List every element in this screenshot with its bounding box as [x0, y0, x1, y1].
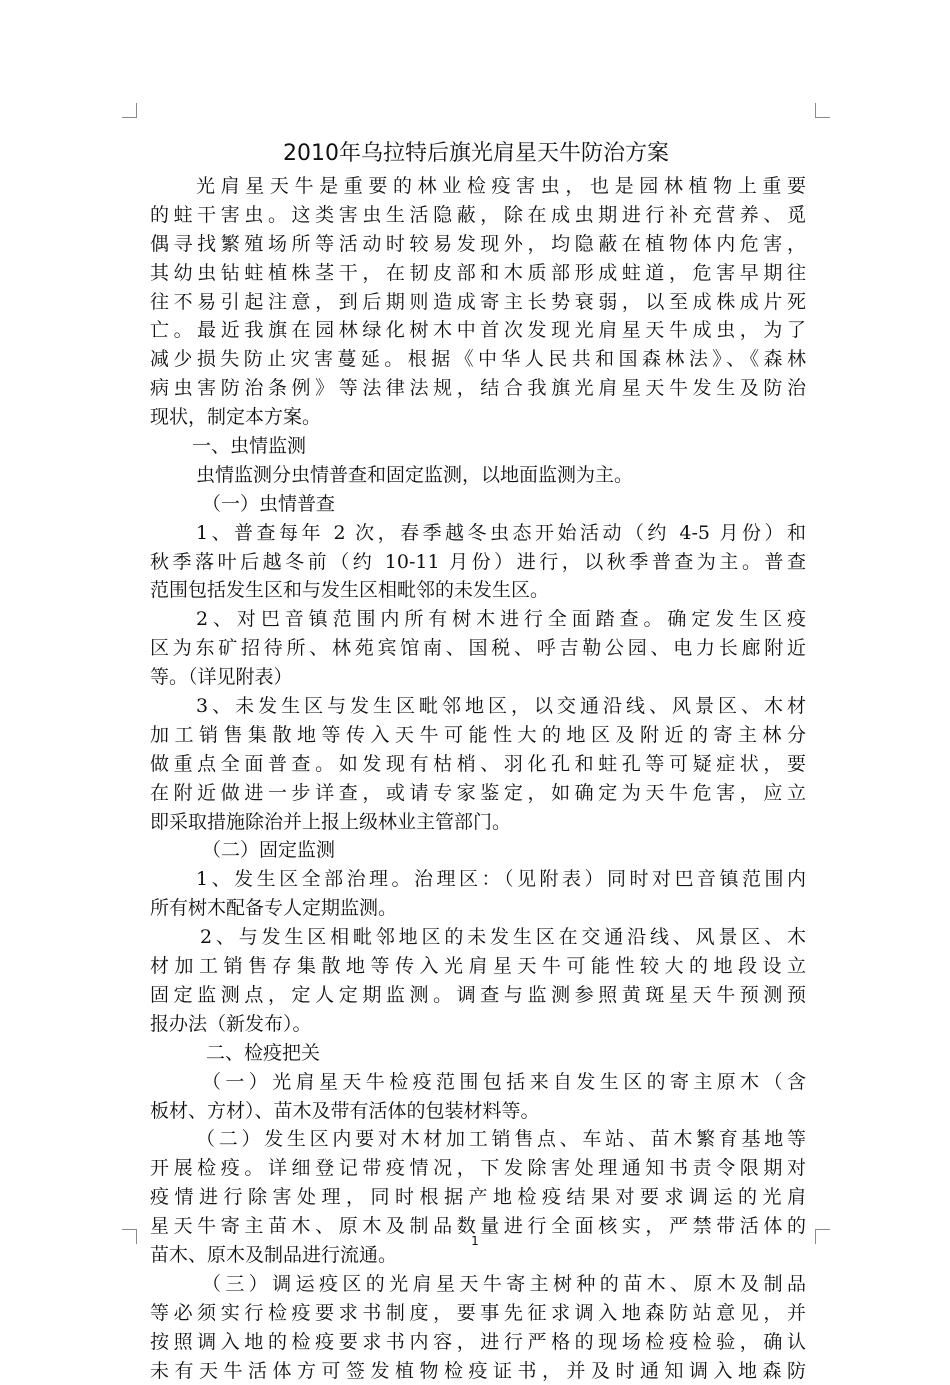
- crop-mark-top-right: [815, 103, 830, 118]
- body-line: 按照调入地的检疫要求书内容，进行严格的现场检疫检验，确认: [150, 1330, 806, 1353]
- body-line: 苗木、原木及制品进行流通。: [150, 1243, 398, 1266]
- body-line: 虫情监测分虫情普查和固定监测，以地面监测为主。: [196, 463, 634, 486]
- body-line: 的蛀干害虫。这类害虫生活隐蔽，除在成虫期进行补充营养、觅: [150, 203, 806, 226]
- body-line: （二）发生区内要对木材加工销售点、车站、苗木繁育基地等: [196, 1128, 806, 1151]
- page-number: 1: [471, 1234, 479, 1248]
- body-line: 在附近做进一步详查，或请专家鉴定，如确定为天牛危害，应立: [150, 781, 806, 804]
- document-body: [150, 172, 806, 1385]
- document-title: 2010年乌拉特后旗光肩星天牛防治方案: [283, 141, 669, 166]
- body-line: 减少损失防止灾害蔓延。根据《中华人民共和国森林法》、《森林: [150, 348, 806, 371]
- body-line: 报办法（新发布）。: [150, 1012, 312, 1035]
- body-line: （一）虫情普查: [202, 492, 336, 515]
- body-line: 板材、方材）、苗木及带有活体的包装材料等。: [150, 1099, 540, 1122]
- body-line: （一）光肩星天牛检疫范围包括来自发生区的寄主原木（含: [202, 1070, 806, 1093]
- body-line: 秋季落叶后越冬前（约 10-11 月份）进行，以秋季普查为主。普查: [150, 550, 806, 573]
- body-line: 材加工销售存集散地等传入光肩星天牛可能性较大的地段设立: [150, 955, 806, 978]
- body-line: 加工销售集散地等传入天牛可能性大的地区及附近的寄主林分: [150, 723, 806, 746]
- body-line: 2、与发生区相毗邻地区的未发生区在交通沿线、风景区、木: [200, 926, 806, 949]
- body-line: 一、虫情监测: [192, 435, 307, 458]
- body-line: 偶寻找繁殖场所等活动时较易发现外，均隐蔽在植物体内危害，: [150, 232, 806, 255]
- body-line: 二、检疫把关: [206, 1041, 321, 1064]
- body-line: 开展检疫。详细登记带疫情况，下发除害处理通知书责令限期对: [150, 1157, 806, 1180]
- body-line: 未有天牛活体方可签发植物检疫证书，并及时通知调入地森防: [150, 1359, 806, 1382]
- body-line: 范围包括发生区和与发生区相毗邻的未发生区。: [150, 579, 550, 602]
- body-line: 区为东矿招待所、林苑宾馆南、国税、呼吉勒公园、电力长廊附近: [150, 637, 806, 660]
- body-line: 等。（详见附表）: [150, 666, 293, 689]
- body-line: 做重点全面普查。如发现有枯梢、羽化孔和蛀孔等可疑症状，要: [150, 752, 806, 775]
- body-line: 所有树木配备专人定期监测。: [150, 897, 398, 920]
- body-line: 即采取措施除治并上报上级林业主管部门。: [150, 810, 512, 833]
- body-line: 星天牛寄主苗木、原木及制品数量进行全面核实，严禁带活体的: [150, 1215, 806, 1238]
- body-line: 病虫害防治条例》等法律法规，结合我旗光肩星天牛发生及防治: [150, 377, 806, 400]
- body-line: 疫情进行除害处理，同时根据产地检疫结果对要求调运的光肩: [150, 1186, 806, 1209]
- body-line: （三）调运疫区的光肩星天牛寄主树种的苗木、原木及制品: [202, 1272, 806, 1295]
- crop-mark-top-left: [122, 103, 137, 118]
- body-line: 其幼虫钻蛀植株茎干，在韧皮部和木质部形成蛀道，危害早期往: [150, 261, 806, 284]
- body-line: 3、未发生区与发生区毗邻地区，以交通沿线、风景区、木材: [196, 695, 806, 718]
- body-line: 往不易引起注意，到后期则造成寄主长势衰弱，以至成株成片死: [150, 290, 806, 313]
- body-line: 固定监测点，定人定期监测。调查与监测参照黄斑星天牛预测预: [150, 983, 806, 1006]
- body-line: 1、普查每年 2 次，春季越冬虫态开始活动（约 4-5 月份）和: [196, 521, 806, 544]
- body-line: （二）固定监测: [202, 839, 336, 862]
- body-line: 光肩星天牛是重要的林业检疫害虫，也是园林植物上重要: [196, 175, 806, 197]
- body-line: 亡。最近我旗在园林绿化树木中首次发现光肩星天牛成虫，为了: [150, 319, 806, 342]
- body-line: 2、对巴音镇范围内所有树木进行全面踏查。确定发生区疫: [196, 608, 806, 631]
- body-line: 现状，制定本方案。: [150, 406, 322, 429]
- body-line: 等必须实行检疫要求书制度，要事先征求调入地森防站意见，并: [150, 1301, 806, 1324]
- body-line: 1、发生区全部治理。治理区：（见附表）同时对巴音镇范围内: [196, 868, 806, 891]
